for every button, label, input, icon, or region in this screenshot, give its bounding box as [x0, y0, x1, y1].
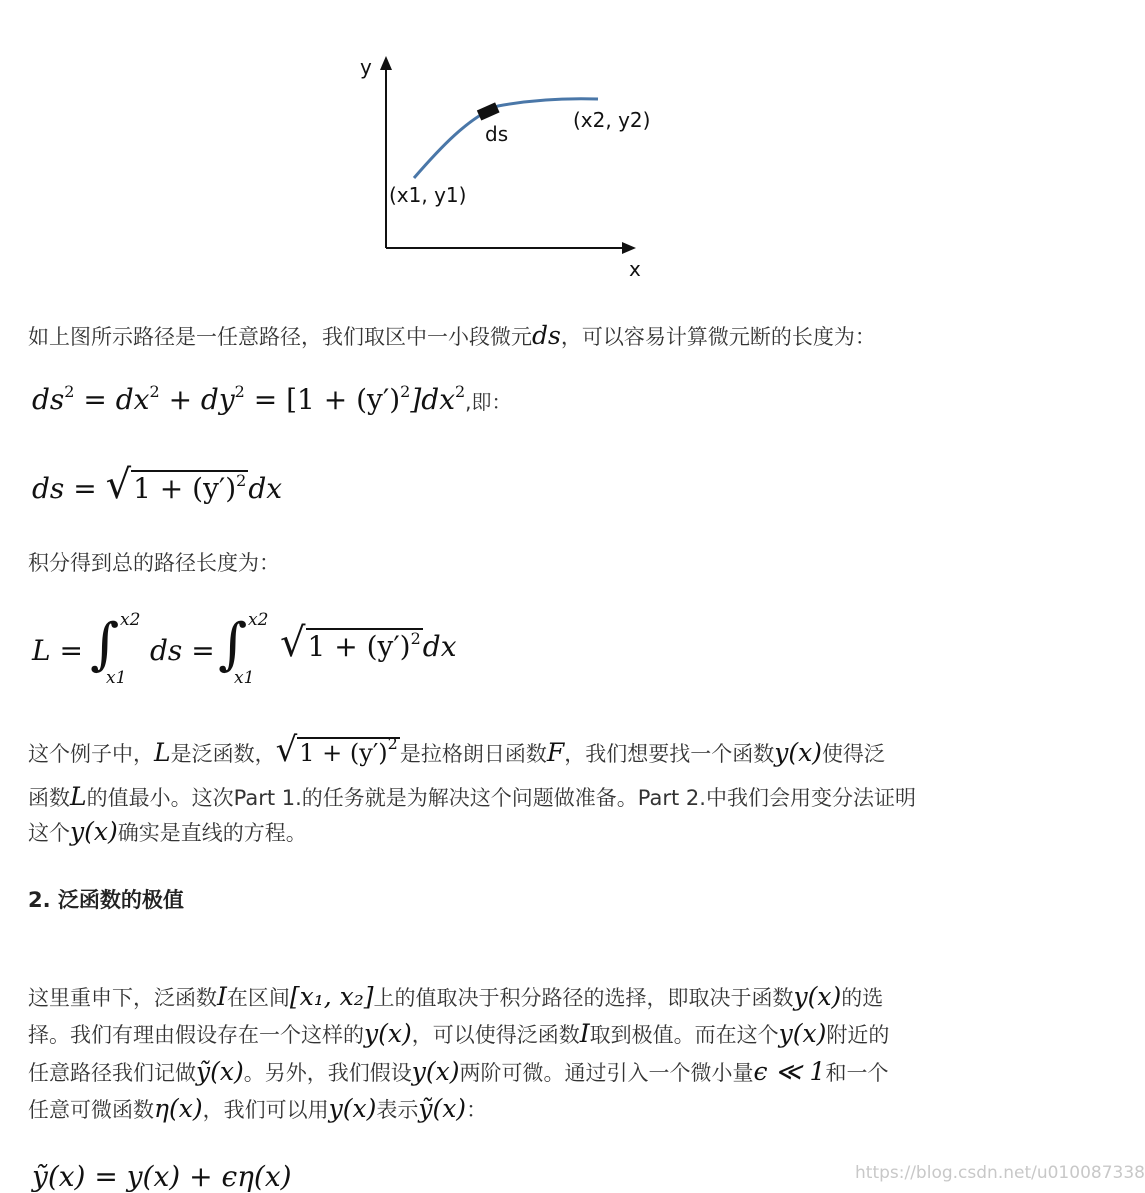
- paragraph-intro: [28, 318, 876, 355]
- eq1-exp4: 2: [400, 382, 411, 401]
- p3-l3-b: 确实是直线的方程。: [117, 821, 307, 845]
- paragraph-integral-intro: 积分得到总的路径长度为：: [28, 551, 280, 575]
- section-heading: 2. 泛函数的极值: [28, 888, 184, 912]
- paragraph-extremum-l3: [28, 1054, 888, 1091]
- p3-L: L: [154, 738, 171, 767]
- p3-sqrt: [275, 730, 400, 770]
- eq1-mid2: + dy: [168, 383, 235, 416]
- p3-exp: 2: [387, 734, 398, 753]
- p4-l1-yx: y(x): [793, 982, 842, 1011]
- eq1-exp3: 2: [234, 382, 245, 401]
- equation-ds-squared: [32, 382, 512, 416]
- p4-l2-a: 择。我们有理由假设存在一个这样的: [28, 1023, 364, 1047]
- p4-l2-d: 附近的: [826, 1023, 890, 1047]
- eq2-radicand: 1 + (y′): [133, 472, 237, 505]
- sqrt-symbol: √: [280, 620, 306, 666]
- eq3-lower-2: x1: [234, 668, 255, 688]
- math-ds: ds: [532, 321, 561, 350]
- eq1-suffix: ,即：: [465, 390, 512, 414]
- watermark: https://blog.csdn.net/u010087338: [855, 1163, 1145, 1183]
- start-point-label: (x1, y1): [389, 183, 467, 207]
- p4-l2-yx2: y(x): [778, 1019, 827, 1048]
- eq2-lhs: ds =: [32, 472, 97, 505]
- eq1-exp2: 2: [149, 382, 160, 401]
- intro-text-b: ，可以容易计算微元断的长度为：: [560, 325, 876, 349]
- p4-l1-a: 这里重申下，泛函数: [28, 986, 217, 1010]
- paragraph-functional-line2: [28, 779, 916, 816]
- eq3-lower-1: x1: [106, 668, 127, 688]
- eq3-radicand: 1 + (y′): [307, 630, 411, 663]
- eq3-lhs: L =: [32, 634, 83, 667]
- eq1-mid1: = dx: [83, 383, 150, 416]
- p3-yx: y(x): [774, 738, 822, 767]
- eq3-upper-1: x2: [120, 610, 141, 630]
- paragraph-extremum-l2: [28, 1016, 889, 1053]
- eq1-rhs2: ]dx: [410, 383, 455, 416]
- p4-l3-d: 和一个: [825, 1061, 889, 1085]
- integral-sign-2: ∫: [218, 612, 248, 677]
- p3-radicand: 1 + (y′): [299, 739, 388, 767]
- eq3-exp: 2: [410, 629, 421, 648]
- p4-l1-d: 的选: [841, 986, 884, 1010]
- p4-l4-yx: y(x): [328, 1094, 377, 1123]
- eq4-text: ỹ(x) = y(x) + ϵη(x): [32, 1160, 292, 1193]
- equation-perturbation: [32, 1160, 292, 1193]
- p3-a: 这个例子中，: [28, 742, 154, 766]
- eq1-exp5: 2: [454, 382, 466, 401]
- p4-l3-eps: ϵ ≪ 1: [753, 1057, 826, 1086]
- p4-l3-c: 两阶可微。通过引入一个微小量: [459, 1061, 754, 1085]
- p4-l4-a: 任意可微函数: [28, 1098, 154, 1122]
- eq3-radicand-box: [306, 628, 423, 663]
- sqrt-symbol: √: [105, 462, 132, 508]
- p3-l3-yx: y(x): [70, 817, 118, 846]
- eq3-upper-2: x2: [248, 610, 269, 630]
- eq3-sqrt-group: [280, 620, 457, 666]
- p4-l2-b: ，可以使得泛函数: [411, 1023, 580, 1047]
- p3-l3-a: 这个: [28, 821, 70, 845]
- paragraph-extremum-l4: [28, 1091, 487, 1128]
- ds-segment: [477, 102, 500, 120]
- paragraph-extremum-l1: [28, 979, 883, 1016]
- eq1-rhs: = [1 + (y′): [253, 383, 401, 416]
- p3-l2-a: 函数: [28, 786, 70, 810]
- eq3-mid: ds =: [150, 634, 215, 667]
- eq2-radicand-box: [131, 470, 248, 505]
- p4-l2-I: I: [579, 1019, 590, 1048]
- p3-l2-b: 的值最小。这次Part 1.的任务就是为解决这个问题做准备。Part 2.中我们会用变分法证明: [86, 786, 916, 810]
- p4-l2-c: 取到极值。而在这个: [589, 1023, 779, 1047]
- p4-l4-eta: η(x): [154, 1094, 203, 1123]
- paragraph-functional-line3: [28, 814, 307, 851]
- ds-label: ds: [485, 122, 509, 146]
- p4-l2-yx: y(x): [364, 1019, 412, 1048]
- p4-l3-b: 。另外，我们假设: [243, 1061, 412, 1085]
- p4-l3-yx: y(x): [411, 1057, 460, 1086]
- p4-l4-ty: ỹ(x): [418, 1094, 467, 1123]
- p4-l4-c: 表示: [376, 1098, 419, 1122]
- p3-c: 是拉格朗日函数: [399, 742, 547, 766]
- eq2-tail: dx: [248, 472, 283, 505]
- p4-l1-interval: [x₁, x₂]: [289, 982, 374, 1011]
- p4-l1-c: 上的值取决于积分路径的选择，即取决于函数: [373, 986, 794, 1010]
- y-axis-arrow: [380, 56, 392, 70]
- p3-d: ，我们想要找一个函数: [564, 742, 775, 766]
- p3-e: 使得泛: [821, 742, 885, 766]
- eq1-lhs: ds: [32, 383, 65, 416]
- p3-radicand-box: [297, 734, 400, 767]
- p4-l4-b: ，我们可以用: [202, 1098, 329, 1122]
- x-axis-label: x: [629, 257, 641, 281]
- p3-b: 是泛函数，: [170, 742, 276, 766]
- sqrt-symbol: √: [275, 730, 298, 770]
- equation-ds: [32, 462, 282, 508]
- path-diagram: [340, 50, 670, 285]
- intro-text-a: 如上图所示路径是一任意路径，我们取区中一小段微元: [28, 325, 532, 349]
- y-axis-label: y: [360, 55, 372, 79]
- eq3-tail: dx: [422, 630, 457, 663]
- p4-l1-I: I: [217, 982, 227, 1011]
- p4-l4-d: ：: [466, 1098, 488, 1122]
- eq1-exp1: 2: [64, 382, 75, 401]
- end-point-label: (x2, y2): [573, 108, 651, 132]
- x-axis-arrow: [622, 242, 636, 254]
- p3-l2-L: L: [70, 782, 87, 811]
- eq2-exp: 2: [236, 471, 247, 490]
- p4-l3-a: 任意路径我们记做: [28, 1061, 196, 1085]
- p4-l3-ty: ỹ(x): [196, 1057, 244, 1086]
- p4-l1-b: 在区间: [226, 986, 290, 1010]
- integral-sign-1: ∫: [90, 612, 120, 677]
- p3-F: F: [546, 738, 565, 767]
- paragraph-functional: [28, 726, 885, 772]
